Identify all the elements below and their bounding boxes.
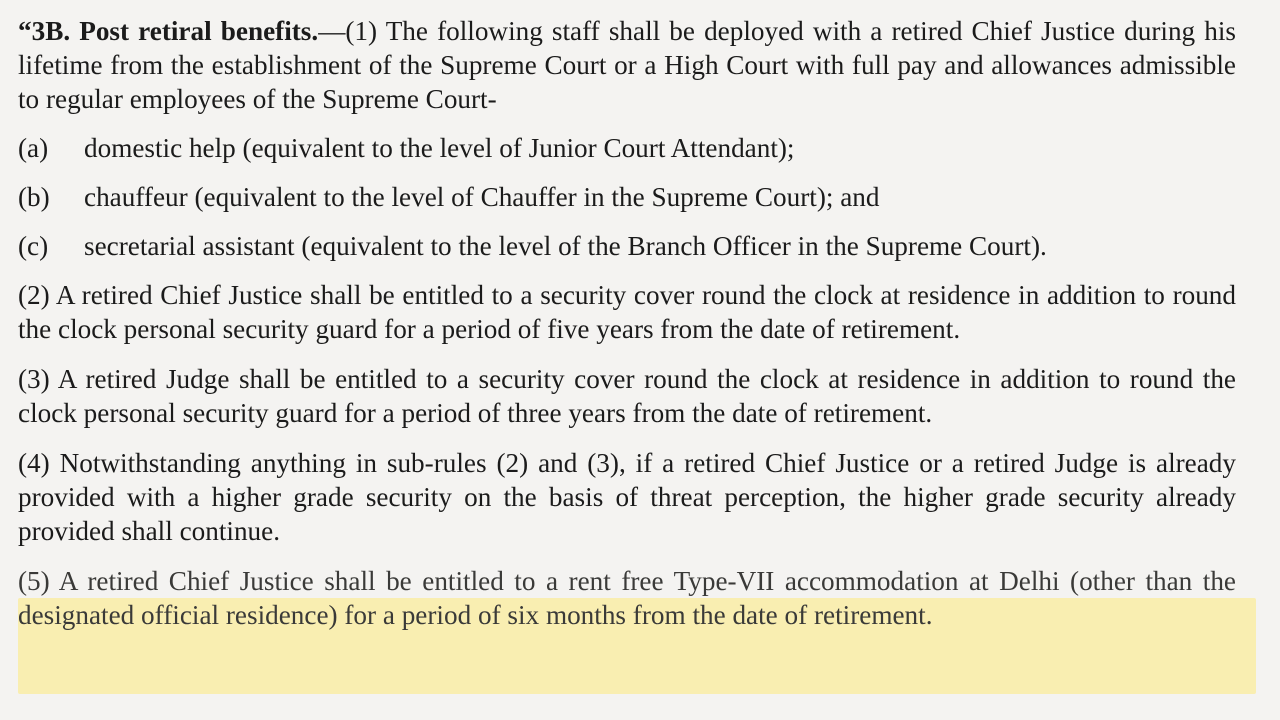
- item-marker: (c): [18, 231, 49, 261]
- rule-intro: —(1) The following staff shall be deployed with a retired Chief Justice during his lifetime from the establishment of the Supreme Court or a High Court with full pay and allowances admissible to regular employees of the Supreme Court-: [18, 16, 1236, 114]
- item-marker: (a): [18, 133, 49, 163]
- sub-rule-5-highlighted: (5) A retired Chief Justice shall be entitled to a rent free Type-VII accommodation at Delhi (other than the designated official residence) for a period of six months from the date of retirement.: [18, 566, 1236, 630]
- staff-item-b: [18, 180, 1236, 214]
- item-text: domestic help (equivalent to the level of Junior Court Attendant);: [84, 133, 795, 163]
- rule-1-paragraph: [18, 14, 1236, 116]
- document-page: [18, 14, 1236, 632]
- item-marker: (b): [18, 182, 50, 212]
- staff-item-c: [18, 229, 1236, 263]
- rule-heading: “3B. Post retiral benefits.: [18, 16, 319, 46]
- item-text: secretarial assistant (equivalent to the level of the Branch Officer in the Supreme Court).: [84, 231, 1047, 261]
- sub-rule-2: (2) A retired Chief Justice shall be entitled to a security cover round the clock at residence in addition to round the clock personal security guard for a period of five years from the date of retirement.: [18, 280, 1236, 344]
- sub-rule-4: (4) Notwithstanding anything in sub-rules (2) and (3), if a retired Chief Justice or a retired Judge is already provided with a higher grade security on the basis of threat perception, the higher grade security already provided shall continue.: [18, 448, 1236, 546]
- sub-rule-3: (3) A retired Judge shall be entitled to a security cover round the clock at residence in addition to round the clock personal security guard for a period of three years from the date of retirement.: [18, 364, 1236, 428]
- item-text: chauffeur (equivalent to the level of Chauffer in the Supreme Court); and: [84, 182, 880, 212]
- staff-item-a: [18, 131, 1236, 165]
